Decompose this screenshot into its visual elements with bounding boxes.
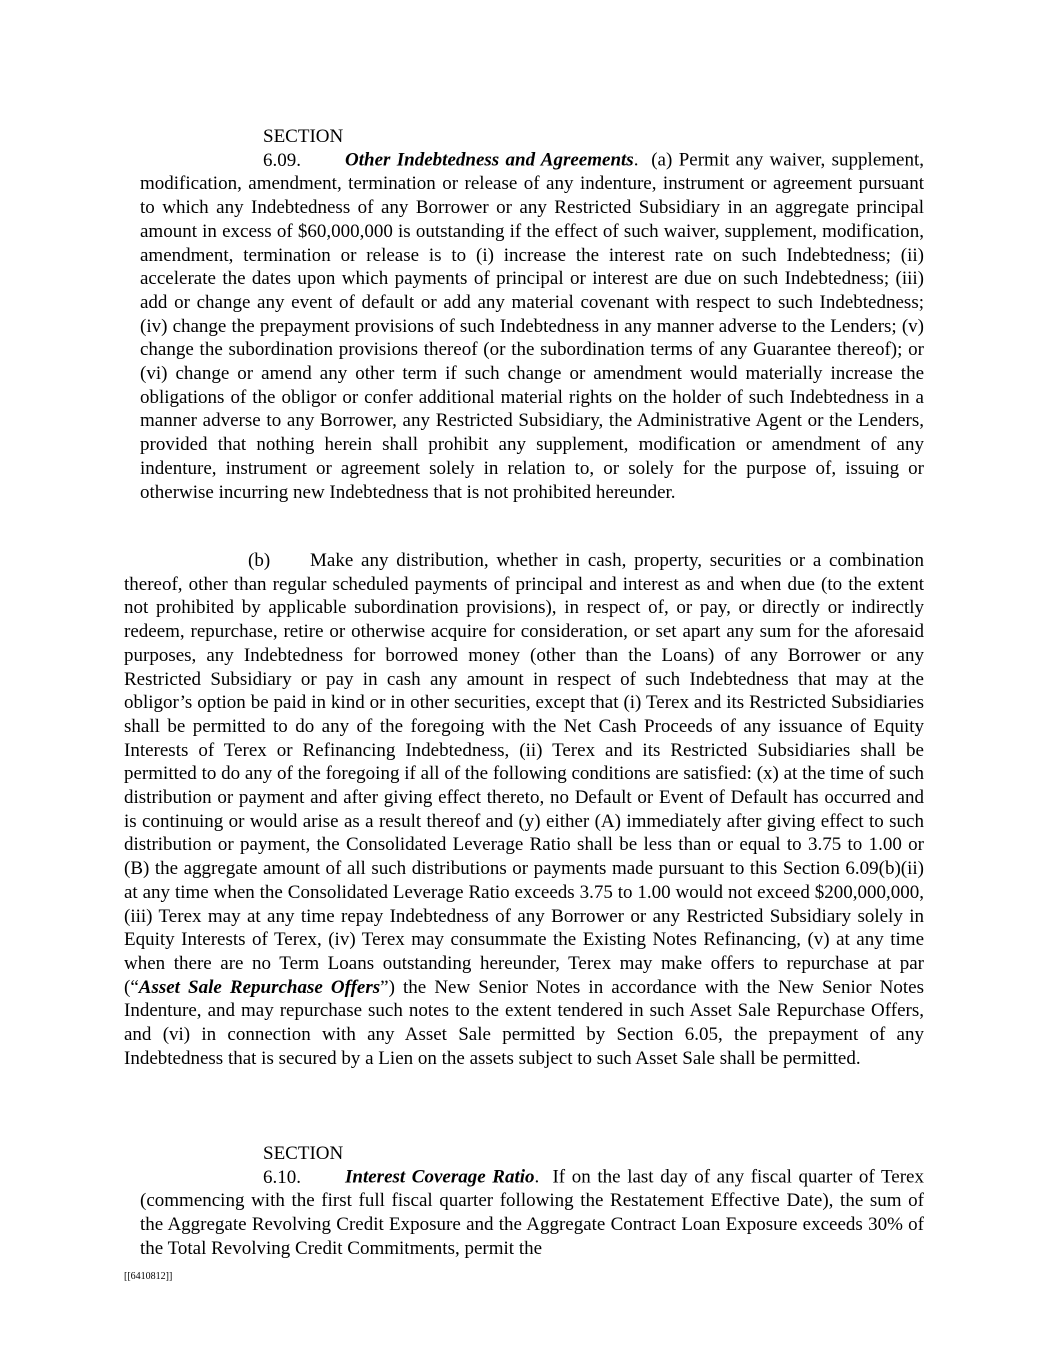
section-6-10-heading: Interest Coverage Ratio [345,1166,535,1188]
clause-b-body-part2: ”) the New Senior Notes in accordance with the New Senior Notes Indenture, and may repurchase such notes to the extent tendered in such Asset Sale Repurchase Offers, and (vi) in connection with any Asset Sale permitted by Section 6.05, the prepayment of any Indebtedness that is secured by a Lien on the assets subject to such Asset Sale shall be permitted. [124,976,924,1069]
section-6-09-paragraph [140,125,924,504]
clause-b-body-part1: Make any distribution, whether in cash, property, securities or a combination thereof, other than regular scheduled payments of principal and interest as and when due (to the extent not prohibited by applicable subordination provisions), in respect of, or pay, or directly or indirectly redeem, repurchase, retire or otherwise acquire for consideration, or set apart any sum for the aforesaid purposes, any Indebtedness for borrowed money (other than the Loans) of any Borrower or any Restricted Subsidiary or pay in cash any amount in respect of such Indebtedness that may at the obligor’s option be paid in kind or in other securities, except that (i) Terex and its Restricted Subsidiaries shall be permitted to do any of the foregoing with the Net Cash Proceeds of any issuance of Equity Interests of Terex or Refinancing Indebtedness, (ii) Terex and its Restricted Subsidiaries shall be permitted to do any of the foregoing if all of the following conditions are satisfied: (x) at the time of such distribution or payment and after giving effect thereto, no Default or Event of Default has occurred and is continuing or would arise as a result thereof and (y) either (A) immediately after giving effect to such distribution or payment, the Consolidated Leverage Ratio shall be less than or equal to 3.75 to 1.00 or (B) the aggregate amount of all such distributions or payments made pursuant to this Section 6.09(b)(ii) at any time when the Consolidated Leverage Ratio exceeds 3.75 to 1.00 would not exceed $200,000,000, (iii) Terex may at any time repay Indebtedness of any Borrower or any Restricted Subsidiary solely in Equity Interests of Terex, (iv) Terex may consummate the Existing Notes Refinancing, (v) at any time when there are no Term Loans outstanding hereunder, Terex may make offers to repurchase at par (“ [124,550,924,998]
defined-term-asset-sale-repurchase-offers: Asset Sale Repurchase Offers [138,976,381,998]
section-6-09-body: (a) Permit any waiver, supplement, modification, amendment, termination or release of any indenture, instrument or agreement pursuant to which any Indebtedness of any Borrower or any Restricted Subsidiary in an aggregate principal amount in excess of $60,000,000 is outstanding if the effect of such waiver, supplement, modification, amendment, termination or release is to (i) increase the interest rate on such Indebtedness; (ii) accelerate the dates upon which payments of principal or interest are due on such Indebtedness; (iii) add or change any event of default or add any material covenant with respect to such Indebtedness; (iv) change the prepayment provisions of such Indebtedness in any manner adverse to the Lenders; (v) change the subordination provisions thereof (or the subordination terms of any Guarantee thereof); or (vi) change or amend any other term if such change or amendment would materially increase the obligations of the obligor or confer additional material rights on the holder of such Indebtedness in a manner adverse to any Borrower, any Restricted Subsidiary, the Administrative Agent or the Lenders, provided that nothing herein shall prohibit any supplement, modification or amendment of any indenture, instrument or agreement solely in relation to, or solely for the purpose of, issuing or otherwise incurring new Indebtedness that is not prohibited hereunder. [140,149,924,503]
section-6-09-heading-period: . [633,149,639,171]
section-6-10-paragraph [140,1142,924,1261]
section-6-10-number: SECTION 6.10. [263,1143,344,1188]
clause-b-label: (b) [248,550,271,571]
clause-b-paragraph [124,549,924,1070]
section-6-10-heading-period: . [534,1166,540,1188]
section-6-09-heading: Other Indebtedness and Agreements [345,149,634,171]
section-6-09-number: SECTION 6.09. [263,126,344,171]
section-6-10-body: If on the last day of any fiscal quarter of Terex (commencing with the first full fiscal quarter following the Restatement Effective Date), the sum of the Aggregate Revolving Credit Exposure and the Aggregate Contract Loan Exposure exceeds 30% of the Total Revolving Credit Commitments, permit the [140,1166,924,1259]
footer-document-id: [[6410812]] [124,1271,173,1282]
